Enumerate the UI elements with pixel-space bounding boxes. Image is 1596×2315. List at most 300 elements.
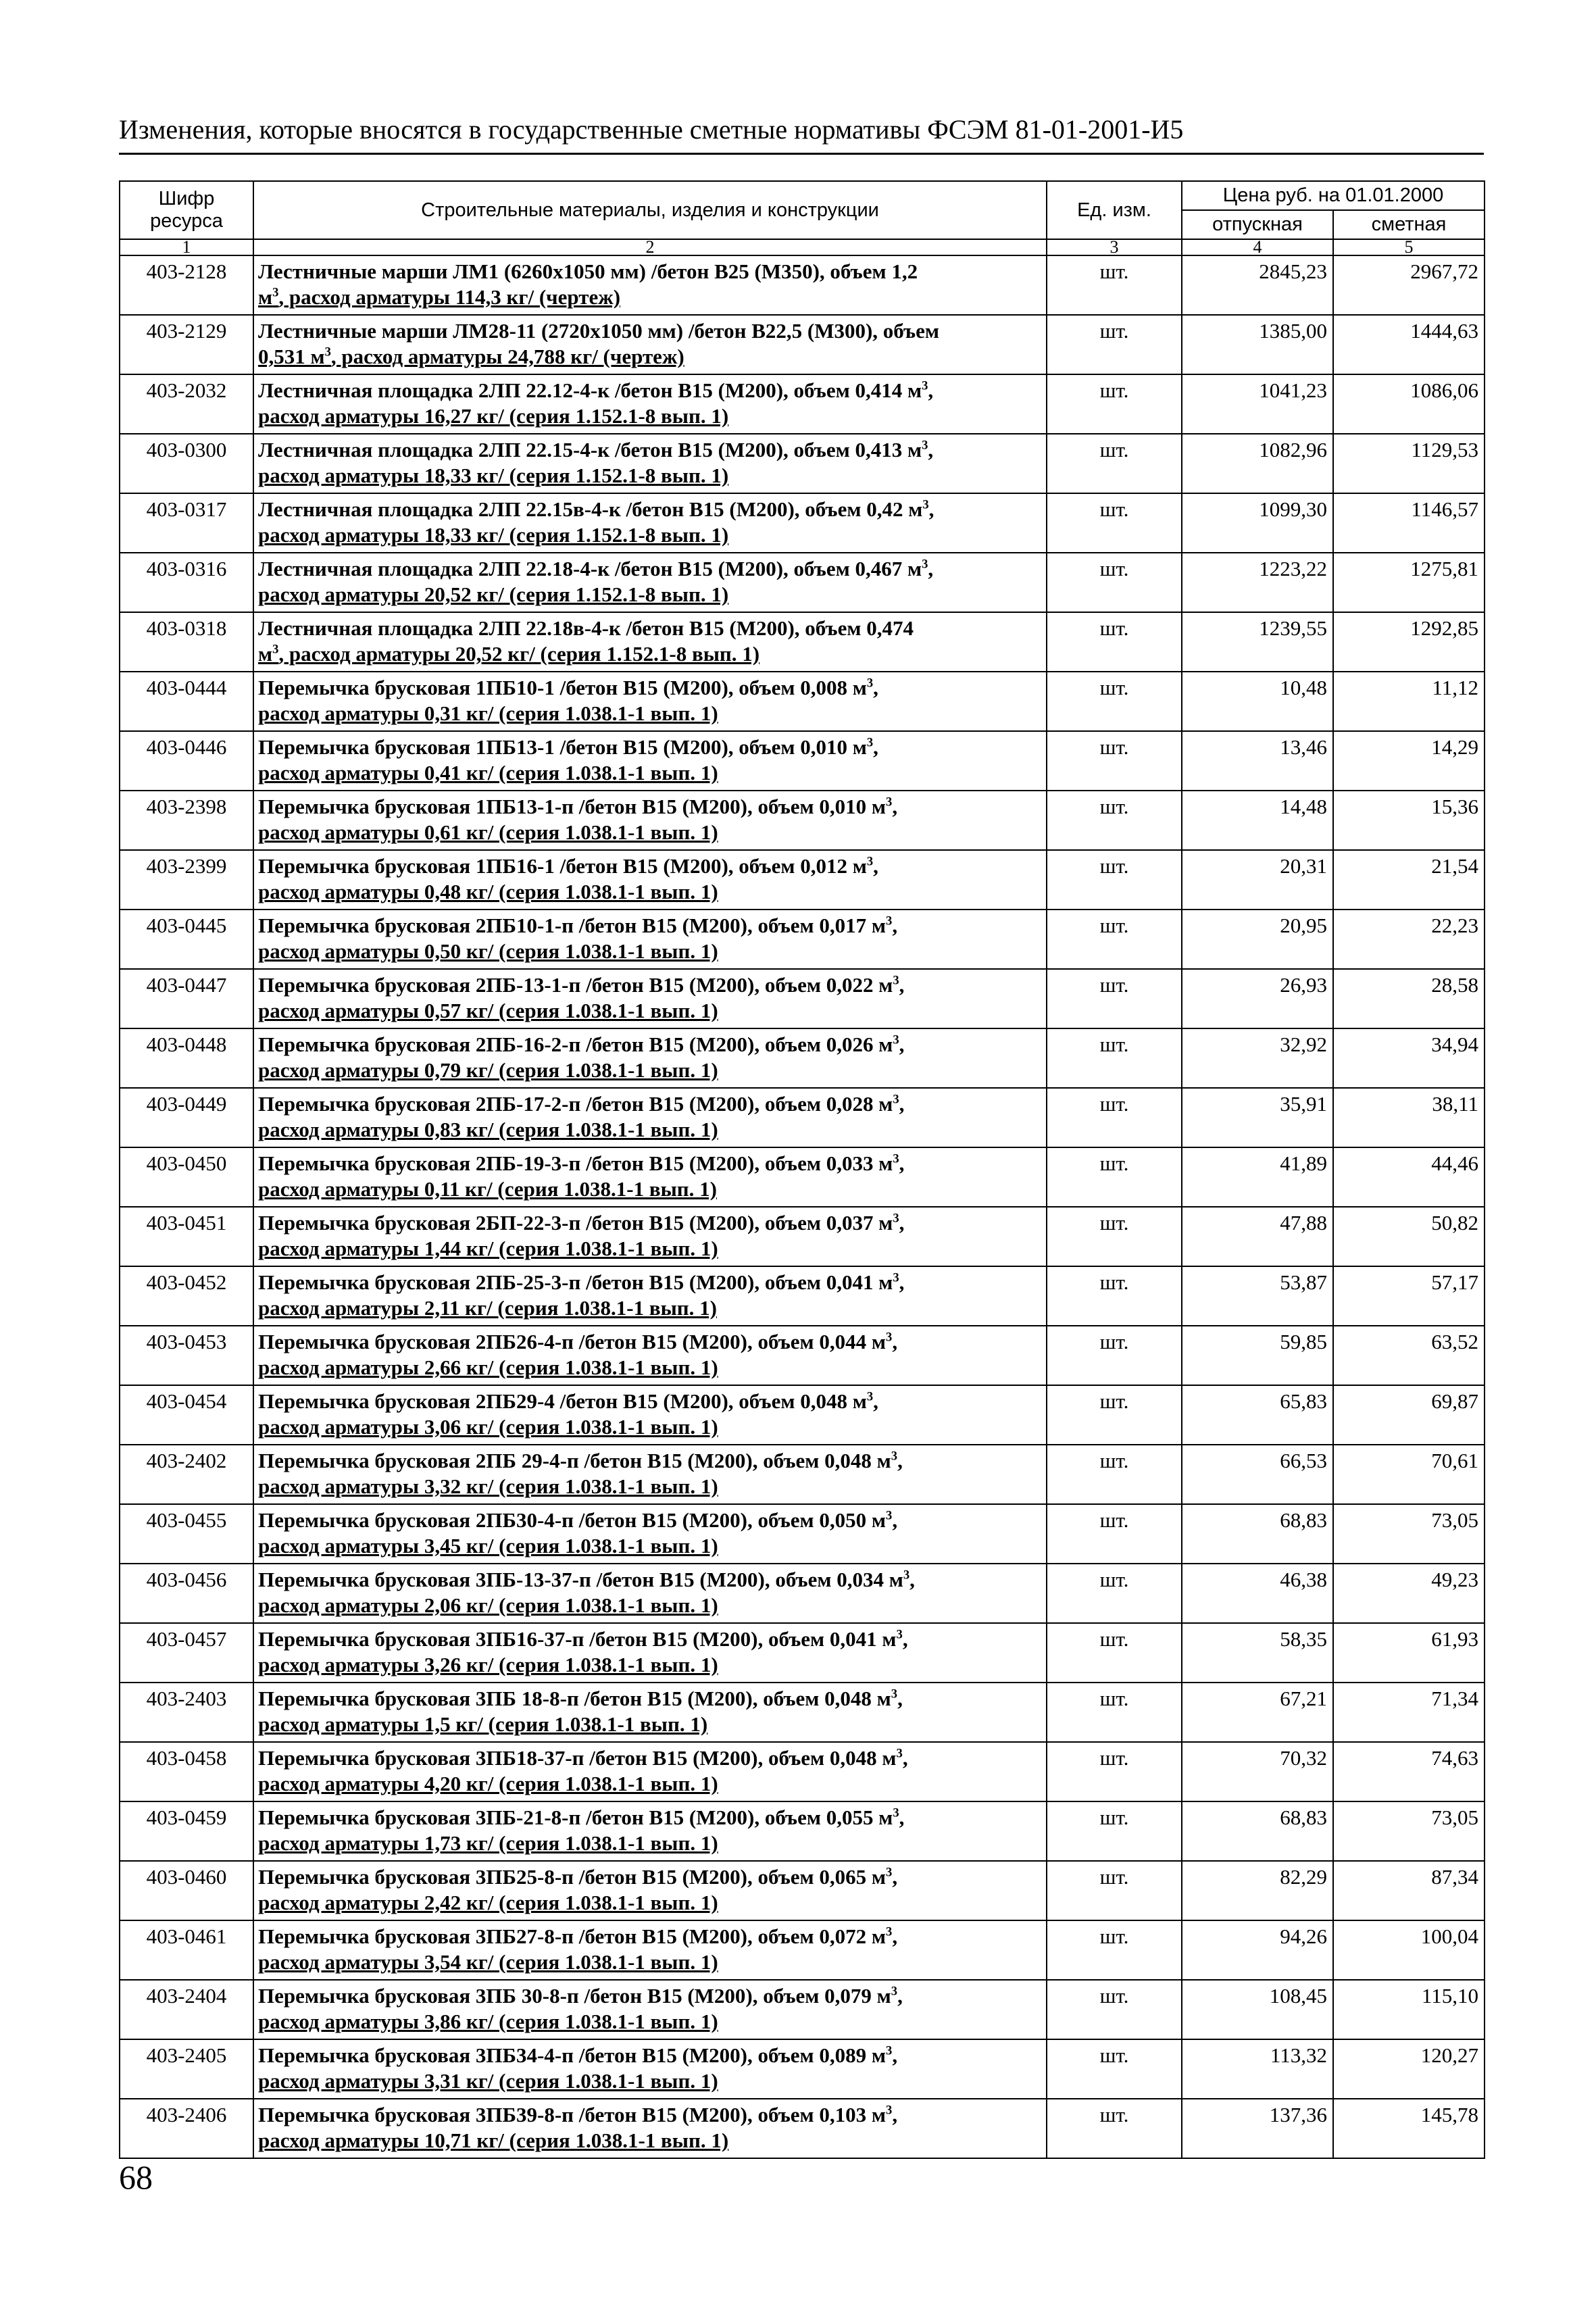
description-line-1 [258, 318, 1042, 344]
description-text: , [897, 1984, 903, 2008]
description-text: расход арматуры 20,52 кг/ (серия 1.152.1-8 вып. 1) [258, 582, 729, 606]
description-line-2 [258, 344, 1042, 370]
description-line-1 [258, 1151, 1042, 1176]
description-text: 0,531 м [258, 345, 325, 368]
resource-code: 403-0451 [120, 1207, 253, 1266]
description-text: , [899, 1211, 905, 1235]
material-description [253, 1385, 1047, 1445]
description-text: расход арматуры 0,41 кг/ (серия 1.038.1-1 вып. 1) [258, 761, 718, 785]
superscript: 3 [922, 557, 928, 572]
price-estimate: 120,27 [1333, 2039, 1485, 2099]
resource-code: 403-0459 [120, 1801, 253, 1861]
description-line-2 [258, 1414, 1042, 1440]
superscript: 3 [886, 2043, 893, 2058]
description-line-1 [258, 1805, 1042, 1831]
unit-of-measure: шт. [1047, 1920, 1182, 1980]
price-release: 108,45 [1182, 1980, 1333, 2039]
description-line-1 [258, 2102, 1042, 2128]
description-text: расход арматуры 3,26 кг/ (серия 1.038.1-1 вып. 1) [258, 1653, 718, 1676]
description-line-1 [258, 794, 1042, 820]
price-release: 20,95 [1182, 910, 1333, 969]
table-row [120, 553, 1485, 612]
description-text: Лестничная площадка 2ЛП 22.15-4-к /бетон В15 (М200), объем 0,413 м [258, 438, 922, 462]
price-release: 20,31 [1182, 850, 1333, 910]
material-description [253, 1445, 1047, 1504]
description-text: Перемычка брусковая 2ПБ10-1-п /бетон В15 (М200), объем 0,017 м [258, 914, 887, 937]
column-number: 1 [120, 239, 253, 255]
description-line-2 [258, 403, 1042, 429]
description-text: , [892, 1330, 898, 1353]
description-text: Перемычка брусковая 2ПБ 29-4-п /бетон В15 (М200), объем 0,048 м [258, 1449, 891, 1472]
description-text: расход арматуры 0,83 кг/ (серия 1.038.1-1 вып. 1) [258, 1118, 718, 1141]
material-description [253, 1504, 1047, 1564]
resource-code: 403-0444 [120, 672, 253, 731]
table-row [120, 612, 1485, 672]
description-text: расход арматуры 18,33 кг/ (серия 1.152.1-8 вып. 1) [258, 464, 729, 487]
superscript: 3 [893, 1151, 899, 1166]
description-text: , [899, 1032, 905, 1056]
price-release: 67,21 [1182, 1683, 1333, 1742]
description-text: расход арматуры 1,73 кг/ (серия 1.038.1-1 вып. 1) [258, 1831, 718, 1855]
description-text: расход арматуры 1,5 кг/ (серия 1.038.1-1 вып. 1) [258, 1712, 708, 1736]
column-number: 5 [1333, 239, 1485, 255]
description-line-1 [258, 1508, 1042, 1533]
price-estimate: 1086,06 [1333, 374, 1485, 434]
description-line-2 [258, 1057, 1042, 1083]
material-description [253, 434, 1047, 493]
column-numbers-row [120, 239, 1485, 255]
table-row [120, 1504, 1485, 1564]
description-line-1 [258, 1329, 1042, 1355]
price-estimate: 145,78 [1333, 2099, 1485, 2158]
description-text: расход арматуры 3,06 кг/ (серия 1.038.1-1 вып. 1) [258, 1415, 718, 1439]
description-text: расход арматуры 3,86 кг/ (серия 1.038.1-1 вып. 1) [258, 2010, 718, 2033]
superscript: 3 [893, 1270, 899, 1285]
material-description [253, 672, 1047, 731]
material-description [253, 1564, 1047, 1623]
description-line-2 [258, 939, 1042, 964]
resource-code: 403-0452 [120, 1266, 253, 1326]
unit-of-measure: шт. [1047, 1385, 1182, 1445]
header-name: Строительные материалы, изделия и конструкции [253, 181, 1047, 239]
price-release: 70,32 [1182, 1742, 1333, 1801]
description-text: расход арматуры 2,11 кг/ (серия 1.038.1-1 вып. 1) [258, 1296, 717, 1320]
table-row [120, 1266, 1485, 1326]
description-text: расход арматуры 10,71 кг/ (серия 1.038.1-1 вып. 1) [258, 2129, 729, 2152]
description-line-2 [258, 641, 1042, 667]
description-line-1 [258, 1270, 1042, 1295]
description-line-1 [258, 675, 1042, 701]
unit-of-measure: шт. [1047, 1504, 1182, 1564]
description-line-1 [258, 1567, 1042, 1593]
description-text: м [258, 285, 273, 309]
resource-code: 403-2129 [120, 315, 253, 374]
description-text: , [928, 497, 934, 521]
material-description [253, 2039, 1047, 2099]
description-text: Лестничные марши ЛМ28-11 (2720x1050 мм) /бетон В22,5 (М300), объем [258, 319, 939, 343]
table-row [120, 434, 1485, 493]
resource-code: 403-0458 [120, 1742, 253, 1801]
description-line-2 [258, 701, 1042, 726]
table-row [120, 1564, 1485, 1623]
resource-code: 403-0300 [120, 434, 253, 493]
description-text: Перемычка брусковая 1ПБ13-1-п /бетон В15 (М200), объем 0,010 м [258, 795, 887, 818]
description-text: , [928, 557, 934, 580]
unit-of-measure: шт. [1047, 374, 1182, 434]
header-unit: Ед. изм. [1047, 181, 1182, 239]
price-release: 82,29 [1182, 1861, 1333, 1920]
description-text: , [892, 2103, 898, 2126]
description-line-2 [258, 1533, 1042, 1559]
description-line-2 [258, 1236, 1042, 1262]
header-code: Шифр ресурса [120, 181, 253, 239]
description-text: Перемычка брусковая 1ПБ13-1 /бетон В15 (М200), объем 0,010 м [258, 735, 867, 759]
price-release: 59,85 [1182, 1326, 1333, 1385]
price-estimate: 38,11 [1333, 1088, 1485, 1147]
material-description [253, 850, 1047, 910]
table-row [120, 1980, 1485, 2039]
description-line-1 [258, 1626, 1042, 1652]
price-estimate: 22,23 [1333, 910, 1485, 969]
unit-of-measure: шт. [1047, 434, 1182, 493]
description-line-1 [258, 1210, 1042, 1236]
table-row [120, 910, 1485, 969]
description-line-2 [258, 1712, 1042, 1737]
unit-of-measure: шт. [1047, 2099, 1182, 2158]
superscript: 3 [886, 1924, 893, 1939]
unit-of-measure: шт. [1047, 1326, 1182, 1385]
resource-code: 403-0448 [120, 1028, 253, 1088]
description-text: Перемычка брусковая 3ПБ16-37-п /бетон В15 (М200), объем 0,041 м [258, 1627, 897, 1651]
description-text: Перемычка брусковая 3ПБ-21-8-п /бетон В15 (М200), объем 0,055 м [258, 1806, 893, 1829]
unit-of-measure: шт. [1047, 255, 1182, 315]
price-release: 1082,96 [1182, 434, 1333, 493]
description-line-2 [258, 1652, 1042, 1678]
description-text: , [892, 1924, 898, 1948]
price-release: 137,36 [1182, 2099, 1333, 2158]
description-text: расход арматуры 3,31 кг/ (серия 1.038.1-1 вып. 1) [258, 2069, 718, 2093]
description-text: расход арматуры 0,50 кг/ (серия 1.038.1-1 вып. 1) [258, 939, 718, 963]
description-text: расход арматуры 3,32 кг/ (серия 1.038.1-1 вып. 1) [258, 1474, 718, 1498]
description-text: Перемычка брусковая 2ПБ-16-2-п /бетон В15 (М200), объем 0,026 м [258, 1032, 893, 1056]
unit-of-measure: шт. [1047, 731, 1182, 791]
superscript: 3 [893, 1032, 899, 1047]
table-row [120, 1326, 1485, 1385]
description-text: , расход арматуры 114,3 кг/ (чертеж) [278, 285, 621, 309]
superscript: 3 [272, 642, 279, 657]
description-text: расход арматуры 3,54 кг/ (серия 1.038.1-1 вып. 1) [258, 1950, 718, 1974]
description-text: Перемычка брусковая 2ПБ-13-1-п /бетон В15 (М200), объем 0,022 м [258, 973, 893, 997]
column-number: 4 [1182, 239, 1333, 255]
price-estimate: 15,36 [1333, 791, 1485, 850]
resource-code: 403-2404 [120, 1980, 253, 2039]
description-text: , [897, 1687, 903, 1710]
material-description [253, 493, 1047, 553]
table-row [120, 1147, 1485, 1207]
description-text: , [892, 2043, 898, 2067]
description-text: Перемычка брусковая 2ПБ-19-3-п /бетон В15 (М200), объем 0,033 м [258, 1151, 893, 1175]
description-line-1 [258, 616, 1042, 641]
description-text: , расход арматуры 24,788 кг/ (чертеж) [330, 345, 684, 368]
description-text: расход арматуры 0,57 кг/ (серия 1.038.1-1 вып. 1) [258, 999, 718, 1022]
resource-code: 403-2402 [120, 1445, 253, 1504]
unit-of-measure: шт. [1047, 1266, 1182, 1326]
superscript: 3 [886, 1330, 893, 1345]
material-description [253, 731, 1047, 791]
table-row [120, 731, 1485, 791]
unit-of-measure: шт. [1047, 910, 1182, 969]
description-text: Перемычка брусковая 3ПБ27-8-п /бетон В15 (М200), объем 0,072 м [258, 1924, 887, 1948]
description-text: расход арматуры 16,27 кг/ (серия 1.152.1-8 вып. 1) [258, 404, 729, 428]
resource-code: 403-2403 [120, 1683, 253, 1742]
description-text: , [873, 735, 878, 759]
table-row [120, 1028, 1485, 1088]
superscript: 3 [893, 1806, 899, 1820]
materials-price-table [119, 180, 1485, 2159]
description-line-1 [258, 497, 1042, 522]
price-estimate: 71,34 [1333, 1683, 1485, 1742]
resource-code: 403-0457 [120, 1623, 253, 1683]
material-description [253, 374, 1047, 434]
description-text: , [899, 1806, 905, 1829]
description-line-2 [258, 1949, 1042, 1975]
price-release: 66,53 [1182, 1445, 1333, 1504]
description-line-1 [258, 1864, 1042, 1890]
price-release: 58,35 [1182, 1623, 1333, 1683]
table-row [120, 1861, 1485, 1920]
price-estimate: 87,34 [1333, 1861, 1485, 1920]
superscript: 3 [891, 1984, 898, 1999]
table-row [120, 1742, 1485, 1801]
description-line-2 [258, 1117, 1042, 1143]
price-release: 46,38 [1182, 1564, 1333, 1623]
price-estimate: 1292,85 [1333, 612, 1485, 672]
description-text: Перемычка брусковая 2БП-22-3-п /бетон В15 (М200), объем 0,037 м [258, 1211, 893, 1235]
price-estimate: 73,05 [1333, 1801, 1485, 1861]
table-row [120, 1801, 1485, 1861]
price-estimate: 74,63 [1333, 1742, 1485, 1801]
price-release: 1099,30 [1182, 493, 1333, 553]
material-description [253, 612, 1047, 672]
description-text: расход арматуры 0,61 кг/ (серия 1.038.1-1 вып. 1) [258, 820, 718, 844]
header-price: Цена руб. на 01.01.2000 [1182, 181, 1485, 210]
table-row [120, 493, 1485, 553]
description-text: Лестничная площадка 2ЛП 22.12-4-к /бетон В15 (М200), объем 0,414 м [258, 378, 922, 402]
price-release: 68,83 [1182, 1504, 1333, 1564]
description-line-2 [258, 463, 1042, 489]
material-description [253, 791, 1047, 850]
table-row [120, 2099, 1485, 2158]
description-text: , [892, 1508, 898, 1532]
table-row [120, 1623, 1485, 1683]
unit-of-measure: шт. [1047, 791, 1182, 850]
description-line-2 [258, 1771, 1042, 1797]
description-text: , [928, 378, 934, 402]
column-number: 2 [253, 239, 1047, 255]
description-text: расход арматуры 2,42 кг/ (серия 1.038.1-1 вып. 1) [258, 1891, 718, 1914]
description-text: , [873, 1389, 878, 1413]
price-release: 53,87 [1182, 1266, 1333, 1326]
price-estimate: 1146,57 [1333, 493, 1485, 553]
description-text: , расход арматуры 20,52 кг/ (серия 1.152.1-8 вып. 1) [278, 642, 760, 666]
table-row [120, 1445, 1485, 1504]
unit-of-measure: шт. [1047, 2039, 1182, 2099]
material-description [253, 1861, 1047, 1920]
description-line-1 [258, 853, 1042, 879]
price-release: 41,89 [1182, 1147, 1333, 1207]
resource-code: 403-2406 [120, 2099, 253, 2158]
description-text: Перемычка брусковая 3ПБ18-37-п /бетон В15 (М200), объем 0,048 м [258, 1746, 897, 1770]
material-description [253, 553, 1047, 612]
description-text: Лестничная площадка 2ЛП 22.15в-4-к /бетон В15 (М200), объем 0,42 м [258, 497, 923, 521]
description-text: расход арматуры 0,79 кг/ (серия 1.038.1-1 вып. 1) [258, 1058, 718, 1082]
table-row [120, 255, 1485, 315]
resource-code: 403-0446 [120, 731, 253, 791]
superscript: 3 [896, 1746, 903, 1761]
description-text: , [902, 1627, 908, 1651]
description-line-2 [258, 522, 1042, 548]
superscript: 3 [896, 1627, 903, 1642]
table-row [120, 850, 1485, 910]
table-row [120, 315, 1485, 374]
unit-of-measure: шт. [1047, 1801, 1182, 1861]
description-line-1 [258, 1091, 1042, 1117]
description-line-2 [258, 2009, 1042, 2035]
unit-of-measure: шт. [1047, 1207, 1182, 1266]
resource-code: 403-0456 [120, 1564, 253, 1623]
description-line-1 [258, 1686, 1042, 1712]
material-description [253, 1266, 1047, 1326]
superscript: 3 [866, 854, 874, 869]
description-text: расход арматуры 2,06 кг/ (серия 1.038.1-1 вып. 1) [258, 1593, 718, 1617]
unit-of-measure: шт. [1047, 1742, 1182, 1801]
description-line-2 [258, 1593, 1042, 1618]
superscript: 3 [866, 735, 874, 750]
superscript: 3 [893, 1211, 899, 1226]
description-line-1 [258, 1448, 1042, 1474]
material-description [253, 315, 1047, 374]
description-text: Перемычка брусковая 3ПБ-13-37-п /бетон В15 (М200), объем 0,034 м [258, 1568, 903, 1591]
description-text: , [899, 973, 905, 997]
description-text: расход арматуры 18,33 кг/ (серия 1.152.1-8 вып. 1) [258, 523, 729, 547]
price-estimate: 61,93 [1333, 1623, 1485, 1683]
unit-of-measure: шт. [1047, 553, 1182, 612]
unit-of-measure: шт. [1047, 612, 1182, 672]
description-line-2 [258, 284, 1042, 310]
material-description [253, 1326, 1047, 1385]
superscript: 3 [891, 1687, 898, 1701]
price-estimate: 2967,72 [1333, 255, 1485, 315]
price-release: 1385,00 [1182, 315, 1333, 374]
price-estimate: 1129,53 [1333, 434, 1485, 493]
price-estimate: 21,54 [1333, 850, 1485, 910]
description-line-2 [258, 998, 1042, 1024]
table-row [120, 1088, 1485, 1147]
superscript: 3 [922, 438, 928, 453]
resource-code: 403-0460 [120, 1861, 253, 1920]
material-description [253, 255, 1047, 315]
description-text: , [899, 1092, 905, 1116]
price-estimate: 63,52 [1333, 1326, 1485, 1385]
unit-of-measure: шт. [1047, 850, 1182, 910]
price-estimate: 73,05 [1333, 1504, 1485, 1564]
description-text: расход арматуры 3,45 кг/ (серия 1.038.1-1 вып. 1) [258, 1534, 718, 1558]
description-text: , [892, 914, 898, 937]
material-description [253, 969, 1047, 1028]
header-price-release: отпускная [1182, 210, 1333, 239]
table-row [120, 1920, 1485, 1980]
price-release: 26,93 [1182, 969, 1333, 1028]
description-line-1 [258, 1983, 1042, 2009]
table-body [120, 255, 1485, 2158]
price-estimate: 57,17 [1333, 1266, 1485, 1326]
table-row [120, 1207, 1485, 1266]
description-line-2 [258, 1890, 1042, 1916]
superscript: 3 [324, 345, 331, 359]
material-description [253, 2099, 1047, 2158]
price-release: 1239,55 [1182, 612, 1333, 672]
superscript: 3 [866, 676, 874, 691]
unit-of-measure: шт. [1047, 493, 1182, 553]
table-row [120, 969, 1485, 1028]
description-text: , [902, 1746, 908, 1770]
description-line-2 [258, 879, 1042, 905]
unit-of-measure: шт. [1047, 1147, 1182, 1207]
table-row [120, 1385, 1485, 1445]
price-estimate: 28,58 [1333, 969, 1485, 1028]
description-line-1 [258, 972, 1042, 998]
price-estimate: 69,87 [1333, 1385, 1485, 1445]
material-description [253, 1028, 1047, 1088]
description-text: Перемычка брусковая 3ПБ 18-8-п /бетон В15 (М200), объем 0,048 м [258, 1687, 891, 1710]
description-text: Перемычка брусковая 2ПБ-25-3-п /бетон В15 (М200), объем 0,041 м [258, 1270, 893, 1294]
description-text: Перемычка брусковая 3ПБ25-8-п /бетон В15 (М200), объем 0,065 м [258, 1865, 887, 1889]
material-description [253, 1207, 1047, 1266]
price-estimate: 14,29 [1333, 731, 1485, 791]
unit-of-measure: шт. [1047, 1683, 1182, 1742]
description-line-1 [258, 437, 1042, 463]
unit-of-measure: шт. [1047, 1028, 1182, 1088]
price-estimate: 70,61 [1333, 1445, 1485, 1504]
resource-code: 403-0450 [120, 1147, 253, 1207]
unit-of-measure: шт. [1047, 1445, 1182, 1504]
description-text: Лестничная площадка 2ЛП 22.18в-4-к /бетон В15 (М200), объем 0,474 [258, 616, 914, 640]
superscript: 3 [866, 1389, 874, 1404]
price-estimate: 1275,81 [1333, 553, 1485, 612]
unit-of-measure: шт. [1047, 672, 1182, 731]
column-number: 3 [1047, 239, 1182, 255]
resource-code: 403-2405 [120, 2039, 253, 2099]
price-estimate: 1444,63 [1333, 315, 1485, 374]
description-text: , [909, 1568, 915, 1591]
description-text: Перемычка брусковая 2ПБ26-4-п /бетон В15 (М200), объем 0,044 м [258, 1330, 887, 1353]
description-text: расход арматуры 4,20 кг/ (серия 1.038.1-1 вып. 1) [258, 1772, 718, 1795]
price-estimate: 115,10 [1333, 1980, 1485, 2039]
price-release: 94,26 [1182, 1920, 1333, 1980]
description-text: , [873, 854, 878, 878]
description-line-2 [258, 582, 1042, 607]
description-text: Перемычка брусковая 3ПБ39-8-п /бетон В15 (М200), объем 0,103 м [258, 2103, 887, 2126]
material-description [253, 1980, 1047, 2039]
description-line-1 [258, 2043, 1042, 2068]
table-row [120, 791, 1485, 850]
description-line-1 [258, 378, 1042, 403]
description-text: расход арматуры 1,44 кг/ (серия 1.038.1-1 вып. 1) [258, 1237, 718, 1260]
description-text: , [899, 1151, 905, 1175]
description-text: Лестничная площадка 2ЛП 22.18-4-к /бетон В15 (М200), объем 0,467 м [258, 557, 922, 580]
header-price-estimate: сметная [1333, 210, 1485, 239]
price-release: 1041,23 [1182, 374, 1333, 434]
